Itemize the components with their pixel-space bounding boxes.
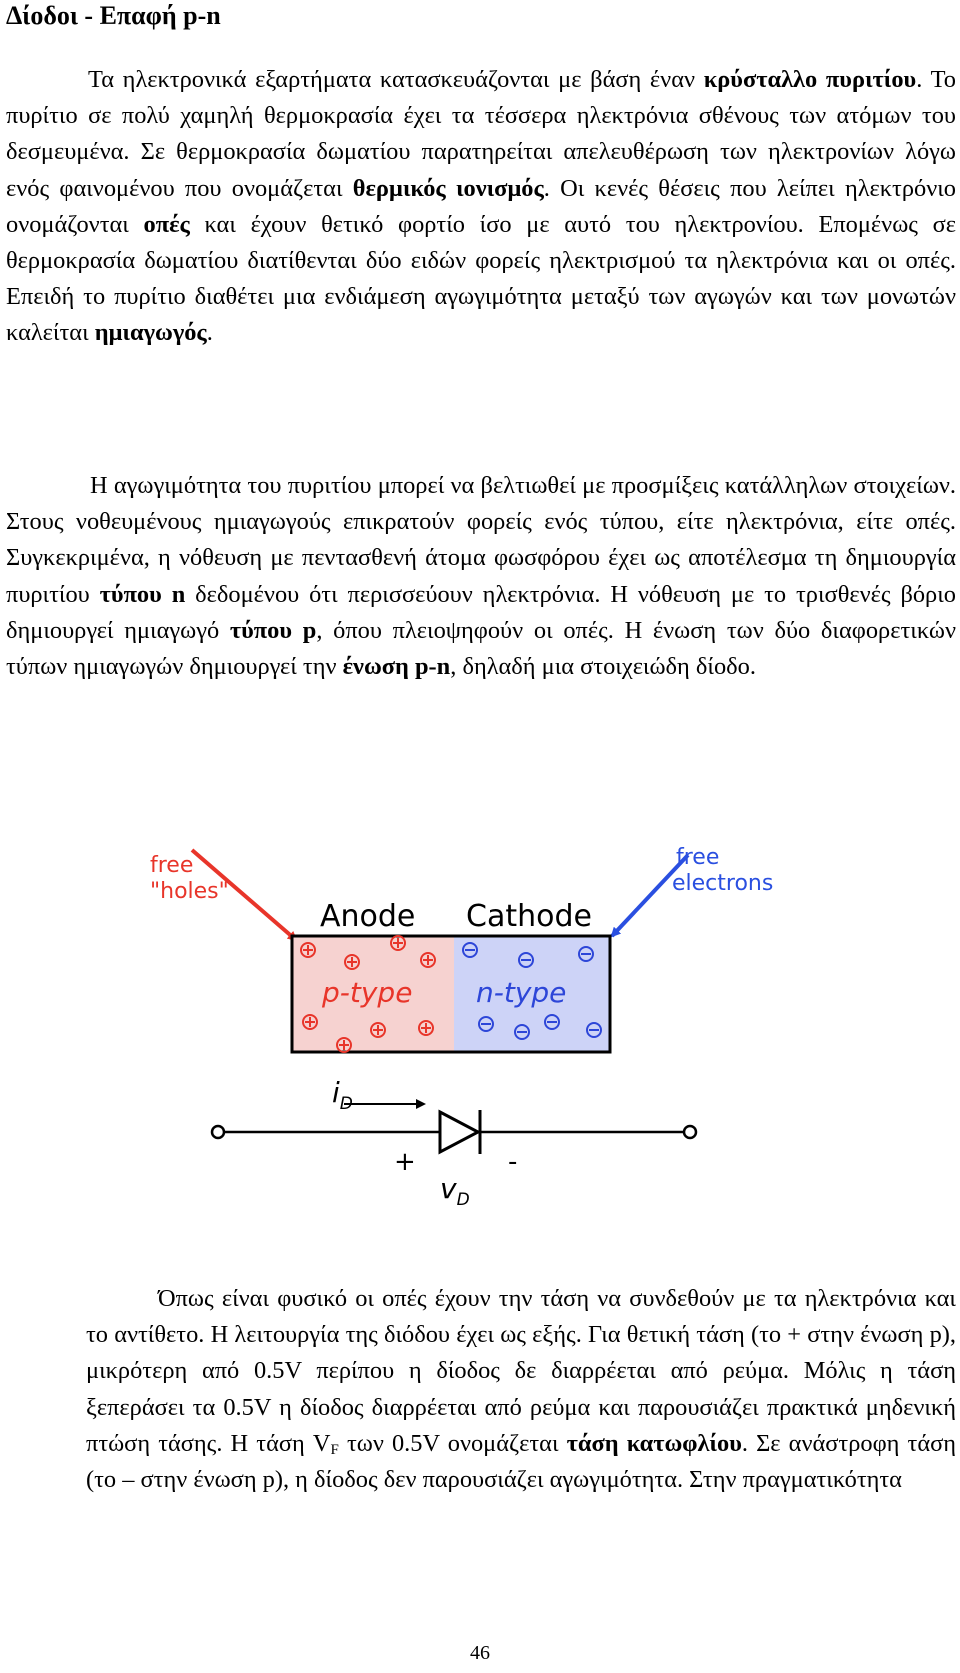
hole-icon	[303, 1015, 317, 1029]
pn-junction-figure	[120, 830, 910, 1230]
plus-label: +	[394, 1147, 416, 1177]
term-silicon-crystal: κρύσταλλο πυριτίου	[703, 66, 917, 93]
minus-label: -	[508, 1147, 518, 1177]
anode-label: Anode	[320, 899, 416, 934]
hole-icon	[371, 1023, 385, 1037]
voltage-label: $v_D$	[440, 1172, 470, 1210]
term-thermal-ionization: θερμικός ιονισμός	[352, 174, 544, 202]
paragraph-doping: Η αγωγιμότητα του πυριτίου μπορεί να βελτιωθεί με προσμίξεις κατάλληλων στοιχείων. Στους νοθευμένους ημιαγωγούς επικρατούν φορείς ενός τύπου, είτε ηλεκτρόνια, είτε οπές. Συγκεκριμένα, η νόθευση με πεντασθενή άτομα φωσφόρου έχει ως αποτέλεσμα τη δημιουργία πυριτίου τύπου n δεδομένου ότι περισσεύουν ηλεκτρόνια. Η νόθευση με το τρισθενές βόριο δημιουργεί ημιαγωγό τύπου p, όπου πλειοψηφούν οι οπές. Η ένωση των δύο διαφορετικών τύπων ημιαγωγών δημιουργεί την ένωση p-n, δηλαδή μια στοιχειώδη δίοδο.	[6, 472, 956, 681]
diode-triangle-icon	[440, 1112, 478, 1152]
paragraph-diode-operation: Όπως είναι φυσικό οι οπές έχουν την τάση να συνδεθούν με τα ηλεκτρόνια και το αντίθετο. Η λειτουργία της διόδου έχει ως εξής. Για θετική τάση (το + στην ένωση p), μικρότερη από 0.5V περίπου η δίοδος δε διαρρέεται από ρεύμα. Μόλις η τάση ξεπεράσει τα 0.5V η δίοδος διαρρέεται από ρεύμα και παρουσιάζει πρακτικά μηδενική πτώση τάσης. Η τάση $V_F$ των 0.5V ονομάζεται τάση κατωφλίου. Σε ανάστροφη τάση (το – στην ένωση p), η δίοδος δεν παρουσιάζει αγωγιμότητα. Στην πραγματικότητα	[86, 1285, 957, 1494]
free-electrons-label: electrons	[672, 871, 774, 896]
diode-circuit-symbol	[212, 1099, 696, 1154]
page-number: 46	[470, 1642, 490, 1664]
terminal-left	[212, 1126, 224, 1138]
hole-icon	[419, 1021, 433, 1035]
free-holes-label: "holes"	[150, 879, 229, 904]
term-semiconductor: ημιαγωγός	[94, 319, 207, 347]
free-electrons-label: free	[676, 845, 720, 870]
free-holes-label: free	[150, 853, 194, 878]
current-label: $i_D$	[332, 1076, 353, 1114]
hole-icon	[391, 936, 405, 950]
hole-icon	[421, 953, 435, 967]
term-holes: οπές	[143, 210, 190, 238]
term-pn-junction: ένωση p-n	[342, 653, 451, 681]
hole-icon	[345, 955, 359, 969]
section-title: Δίοδοι - Επαφή p-n	[6, 1, 221, 30]
terminal-right	[684, 1126, 696, 1138]
cathode-label: Cathode	[466, 899, 592, 934]
paragraph-silicon-crystal: Τα ηλεκτρονικά εξαρτήματα κατασκευάζονται με βάση έναν κρύσταλλο πυριτίου. Το πυρίτιο σε πολύ χαμηλή θερμοκρασία έχει τα τέσσερα ηλεκτρόνια σθένους των ατόμων του δεσμευμένα. Σε θερμοκρασία δωματίου παρατηρείται απελευθέρωση των ηλεκτρονίων λόγω ενός φαινομένου που ονομάζεται θερμικός ιονισμός. Οι κενές θέσεις που λείπει ηλεκτρόνιο ονομάζονται οπές και έχουν θετικό φορτίο ίσο με αυτό του ηλεκτρονίου. Επομένως σε θερμοκρασία δωματίου διατίθενται δύο ειδών φορείς ηλεκτρισμού τα ηλεκτρόνια και οι οπές. Επειδή το πυρίτιο διαθέτει μια ενδιάμεση αγωγιμότητα μεταξύ των αγωγών και των μονωτών καλείται ημιαγωγός.	[6, 66, 957, 347]
p-type-label: p-type	[322, 976, 413, 1009]
term-threshold-voltage: τάση κατωφλίου	[566, 1429, 742, 1457]
pn-junction-diagram	[120, 830, 910, 1230]
hole-icon	[301, 943, 315, 957]
term-n-type: τύπου n	[99, 580, 186, 608]
hole-icon	[337, 1038, 351, 1052]
term-p-type: τύπου p	[229, 616, 317, 644]
n-type-label: n-type	[476, 976, 567, 1009]
